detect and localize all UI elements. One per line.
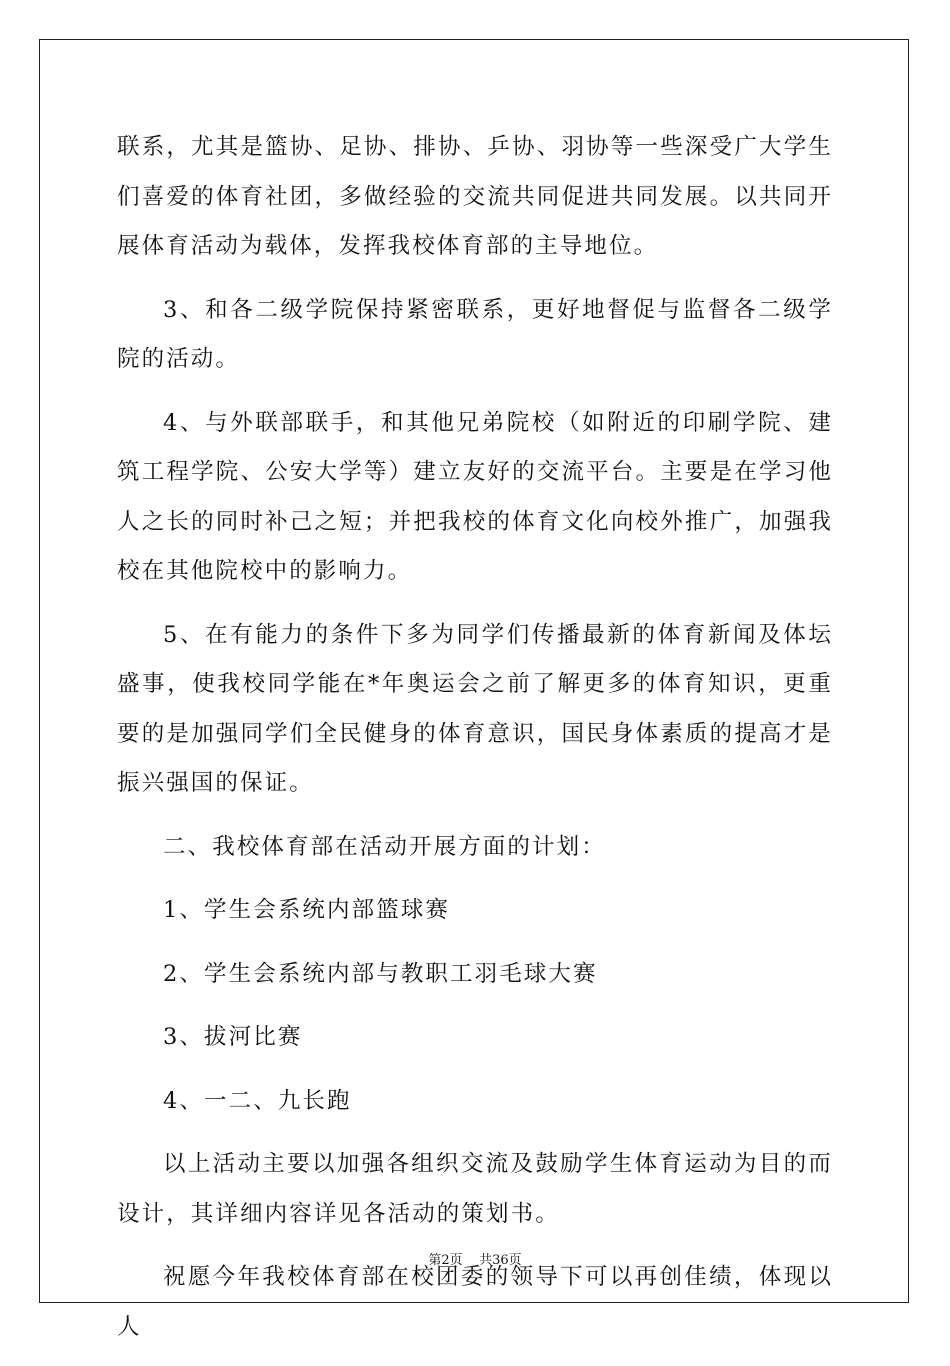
- page-total: 共36页: [479, 1253, 522, 1268]
- page-footer: [0, 1249, 950, 1268]
- paragraph-3: 4、与外联部联手，和其他兄弟院校（如附近的印刷学院、建筑工程学院、公安大学等）建立友好的交流平台。主要是在学习他人之长的同时补己之短；并把我校的体育文化向校外推广，加强我校在其他院校中的影响力。: [117, 409, 833, 584]
- page-number: 第2页: [428, 1253, 463, 1268]
- paragraph-summary: 以上活动主要以加强各组织交流及鼓励学生体育运动为目的而设计，其详细内容详见各活动的策划书。: [117, 1151, 833, 1227]
- paragraph-4: 5、在有能力的条件下多为同学们传播最新的体育新闻及体坛盛事，使我校同学能在*年奥运会之前了解更多的体育知识，更重要的是加强同学们全民健身的体育意识，国民身体素质的提高才是振兴强国的保证。: [117, 621, 833, 796]
- list-item: 4、一二、九长跑: [163, 1087, 352, 1114]
- list-item: 1、学生会系统内部篮球赛: [163, 897, 451, 923]
- paragraph-2: 3、和各二级学院保持紧密联系，更好地督促与监督各二级学院的活动。: [117, 296, 833, 372]
- list-item: 3、拔河比赛: [163, 1024, 303, 1050]
- document-body: [117, 123, 833, 1366]
- section-heading: 二、我校体育部在活动开展方面的计划：: [163, 833, 606, 860]
- list-item: 2、学生会系统内部与教职工羽毛球大赛: [163, 960, 598, 987]
- paragraph-1: 联系，尤其是篮协、足协、排协、乒协、羽协等一些深受广大学生们喜爱的体育社团，多做经验的交流共同促进共同发展。以共同开展体育活动为载体，发挥我校体育部的主导地位。: [117, 134, 833, 259]
- paragraph-closing: 祝愿今年我校体育部在校团委的领导下可以再创佳绩，体现以人: [117, 1264, 833, 1340]
